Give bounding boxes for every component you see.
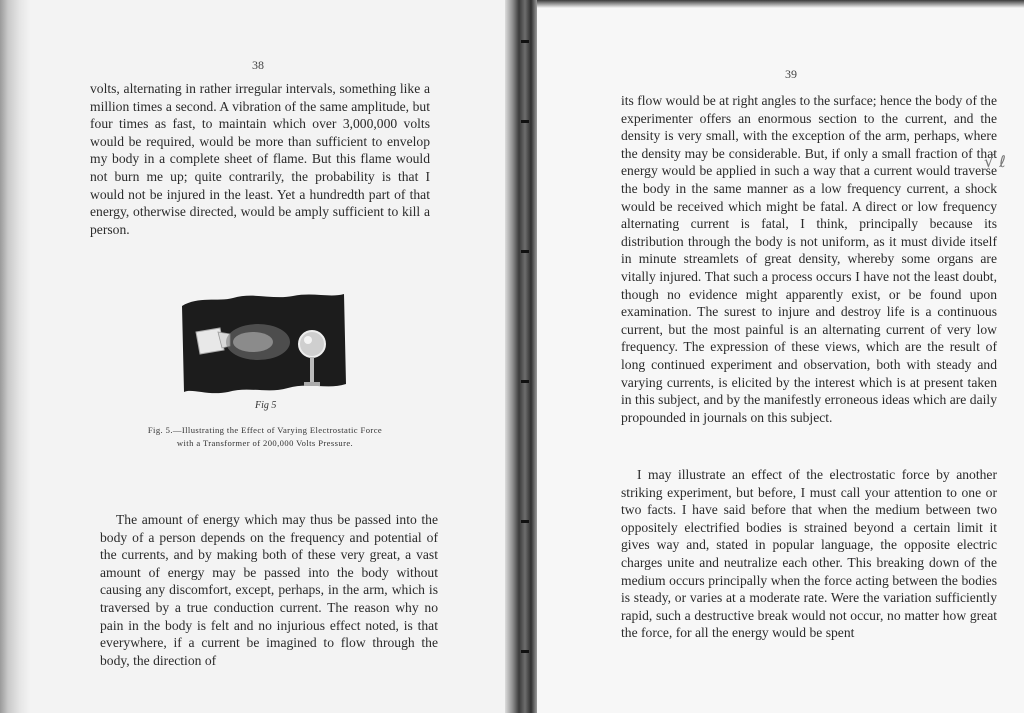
left-paragraph-2 — [100, 511, 438, 669]
right-paragraph-2 — [621, 466, 997, 642]
caption-line-1: Fig. 5.—Illustrating the Effect of Varying Electrostatic Force — [147, 425, 383, 435]
book-gutter — [505, 0, 539, 713]
right-page — [537, 0, 1024, 713]
left-paragraph-1 — [90, 80, 430, 238]
page-number-right: 39 — [785, 67, 797, 81]
figure-caption — [100, 424, 430, 450]
right-paragraph-1-text: its flow would be at right angles to the surface; hence the body of the experimenter offers an enormous section to the current, and the density is very small, with the exception of the arm, perhaps, where the density may be considerable. But, if only a small fraction of that energy would be applied in such a way that a current would traverse the body in the same manner as a low frequency current, a shock would be received which might be fatal. A direct or low frequency alternating current is fatal, I think, principally because its distribution through the body is not uniform, as it must divide itself in minute streamlets of great density, whereby some organs are vitally injured. That such a process occurs I have not the least doubt, though no evidence might apparently exist, or be found upon examination. The surest to injure and destroy life is a continuous current, but the most painful is an alternating current of very low frequency. The expression of these views, which are the result of long continued experiment and observation, both with steady and varying currents, is elicited by the interest which is at present taken in this subject, and by the manifestly erroneous ideas which are daily propounded in journals on this subject. — [621, 93, 997, 425]
binding-stitch — [521, 380, 529, 383]
left-page-edge — [0, 0, 30, 713]
right-page-top-shadow — [537, 0, 1024, 8]
right-paragraph-1 — [621, 92, 997, 426]
margin-annotation: √ ℓ — [984, 152, 1006, 171]
page-number-left: 38 — [252, 58, 264, 72]
figure-label: Fig 5 — [255, 400, 277, 411]
figure-image — [178, 292, 348, 402]
left-paragraph-1-text: volts, alternating in rather irregular intervals, something like a million times a second. A vibration of the same amplitude, but four times as fast, to maintain which over 3,000,000 volts would be required, would be more than sufficient to envelop my body in a complete sheet of flame. But this flame would not burn me up; quite contrarily, the probability is that I would not be injured in the least. Yet a hundredth part of that energy, otherwise directed, would be amply sufficient to kill a person. — [90, 81, 430, 237]
left-paragraph-2-text: The amount of energy which may thus be passed into the body of a person depends on the frequency and potential of the currents, and by making both of these very great, a vast amount of energy may be passed into the body without causing any discomfort, except, perhaps, in the arm, which is traversed by a true conduction current. The reason why no pain in the body is felt and no injurious effect noted, is that everywhere, if a current be imagined to flow through the body, the direction of — [100, 512, 438, 668]
binding-stitch — [521, 520, 529, 523]
figure-illustration — [178, 292, 348, 402]
binding-stitch — [521, 650, 529, 653]
binding-stitch — [521, 40, 529, 43]
binding-stitch — [521, 120, 529, 123]
caption-line-2: with a Transformer of 200,000 Volts Pressure. — [176, 438, 354, 448]
binding-stitch — [521, 250, 529, 253]
right-paragraph-2-text: I may illustrate an effect of the electrostatic force by another striking experiment, but before, I must call your attention to one or two facts. I have said before that when the medium between two oppositely electrified bodies is strained beyond a certain limit it gives way and, stated in popular language, the opposite electric charges unite and neutralize each other. This breaking down of the medium occurs principally when the force acting between the bodies is steady, or varies at a moderate rate. Were the variation sufficiently rapid, such a destructive break would not occur, no matter how great the force, for all the energy would be spent — [621, 467, 997, 641]
